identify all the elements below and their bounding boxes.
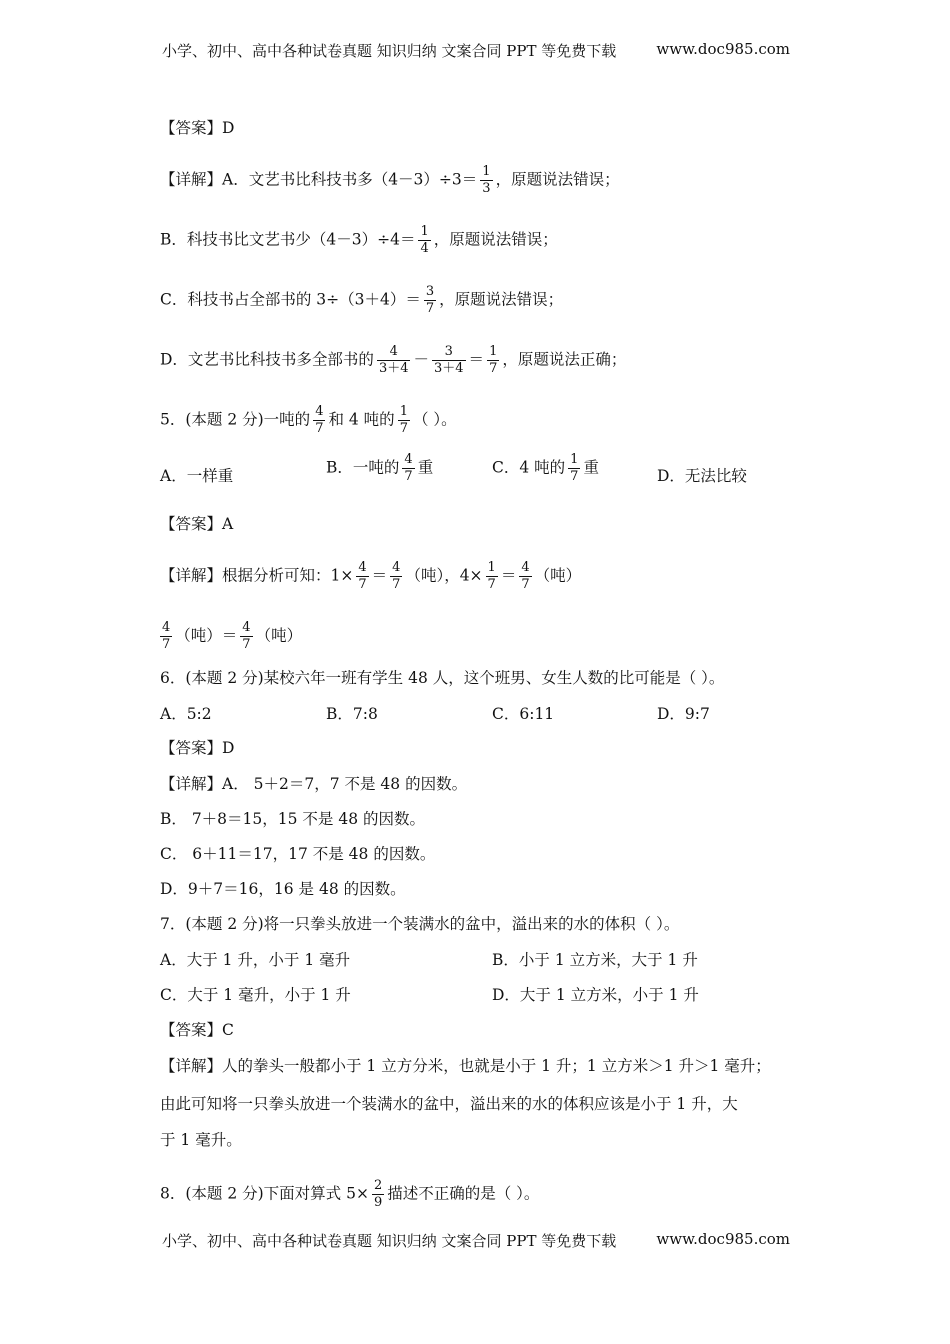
fraction: $\frac{4}{7}$: [404, 452, 413, 484]
q7-explain-2: 由此可知将一只拳头放进一个装满水的盆中，溢出来的水的体积应该是小于 1 升，大: [160, 1095, 738, 1113]
footer-url: www.doc985.com: [656, 1230, 790, 1248]
q7-answer: 【答案】C: [160, 1021, 234, 1039]
q5-answer: 【答案】A: [160, 515, 234, 533]
q7-option-a: A．大于 1 升，小于 1 毫升: [160, 951, 351, 969]
fraction: $\frac{1}{7}$: [489, 344, 498, 376]
fraction: $\frac{4}{7}$: [315, 404, 324, 436]
q5-option-c: C．4 吨的 $\frac{1}{7}$ 重: [492, 452, 599, 484]
q6-option-d: D．9:7: [657, 705, 710, 723]
q5-option-b: B．一吨的 $\frac{4}{7}$ 重: [326, 452, 434, 484]
q7-stem: 7．(本题 2 分)将一只拳头放进一个装满水的盆中，溢出来的水的体积（ ）。: [160, 915, 680, 933]
fraction: $\frac{3}{3+4}$: [434, 344, 464, 376]
q4-explain-d: D．文艺书比科技书多全部书的 $\frac{4}{3+4}$ － $\frac{3}{3+4}$ ＝ $\frac{1}{7}$ ，原题说法正确；: [160, 344, 627, 376]
q5-stem: 5．(本题 2 分)一吨的 $\frac{4}{7}$ 和 4 吨的 $\frac{1}{7}$ （ ）。: [160, 404, 457, 436]
q7-option-d: D．大于 1 立方米，小于 1 升: [492, 986, 699, 1004]
q6-explain-1: 【详解】A． 5＋2＝7，7 不是 48 的因数。: [160, 775, 468, 793]
q4-explain-b: B．科技书比文艺书少（4－3）÷4＝ $\frac{1}{4}$ ，原题说法错误；: [160, 224, 558, 256]
q6-explain-4: D．9＋7＝16，16 是 48 的因数。: [160, 880, 406, 898]
fraction: $\frac{4}{7}$: [392, 560, 401, 592]
q5-option-d: D．无法比较: [657, 467, 747, 485]
fraction: $\frac{1}{3}$: [482, 164, 491, 196]
q7-explain-1: 【详解】人的拳头一般都小于 1 立方分米，也就是小于 1 升；1 立方米＞1 升＞1 毫升；: [160, 1057, 771, 1075]
q6-answer: 【答案】D: [160, 739, 235, 757]
fraction: $\frac{4}{7}$: [162, 620, 171, 652]
footer-slogan: 小学、初中、高中各种试卷真题 知识归纳 文案合同 PPT 等免费下载: [162, 1232, 617, 1250]
fraction: $\frac{4}{7}$: [521, 560, 530, 592]
q6-option-c: C．6:11: [492, 705, 555, 723]
fraction: $\frac{2}{9}$: [373, 1178, 383, 1210]
fraction: $\frac{1}{4}$: [420, 224, 429, 256]
q6-stem: 6．(本题 2 分)某校六年一班有学生 48 人，这个班男、女生人数的比可能是（ ）。: [160, 669, 725, 687]
header-slogan: 小学、初中、高中各种试卷真题 知识归纳 文案合同 PPT 等免费下载: [162, 42, 617, 60]
header-url: www.doc985.com: [656, 40, 790, 58]
q6-explain-2: B． 7＋8＝15，15 不是 48 的因数。: [160, 810, 425, 828]
fraction: $\frac{4}{3+4}$: [378, 344, 409, 376]
fraction: $\frac{1}{7}$: [487, 560, 496, 592]
q4-explain-a: 【详解】A．文艺书比科技书多（4－3）÷3＝ $\frac{1}{3}$ ，原题说法错误；: [160, 164, 620, 196]
q4-answer: 【答案】D: [160, 119, 235, 137]
q5-explain-1: 【详解】根据分析可知：1× $\frac{4}{7}$ ＝ $\frac{4}{7}$ （吨），4× $\frac{1}{7}$ ＝ $\frac{4}{7}$ （吨）: [160, 560, 582, 592]
q5-explain-2: $\frac{4}{7}$ （吨）＝ $\frac{4}{7}$ （吨）: [162, 620, 303, 652]
q6-explain-3: C． 6＋11＝17，17 不是 48 的因数。: [160, 845, 436, 863]
fraction: $\frac{1}{7}$: [399, 404, 408, 436]
fraction: $\frac{4}{7}$: [242, 620, 251, 652]
q5-option-a: A．一样重: [160, 467, 234, 485]
fraction: $\frac{3}{7}$: [425, 284, 435, 316]
q6-option-a: A．5:2: [160, 705, 212, 723]
page-footer: [162, 1230, 790, 1251]
q7-explain-3: 于 1 毫升。: [160, 1131, 242, 1149]
q6-option-b: B．7:8: [326, 705, 378, 723]
page-header: [162, 40, 790, 61]
q8-stem: 8．(本题 2 分)下面对算式 5× $\frac{2}{9}$ 描述不正确的是（ ）。: [160, 1178, 540, 1210]
fraction: $\frac{1}{7}$: [570, 452, 579, 484]
q7-option-c: C．大于 1 毫升，小于 1 升: [160, 986, 351, 1004]
q7-option-b: B．小于 1 立方米，大于 1 升: [492, 951, 698, 969]
q4-explain-c: C．科技书占全部书的 3÷（3＋4）＝ $\frac{3}{7}$ ，原题说法错误；: [160, 284, 564, 316]
fraction: $\frac{4}{7}$: [358, 560, 367, 592]
